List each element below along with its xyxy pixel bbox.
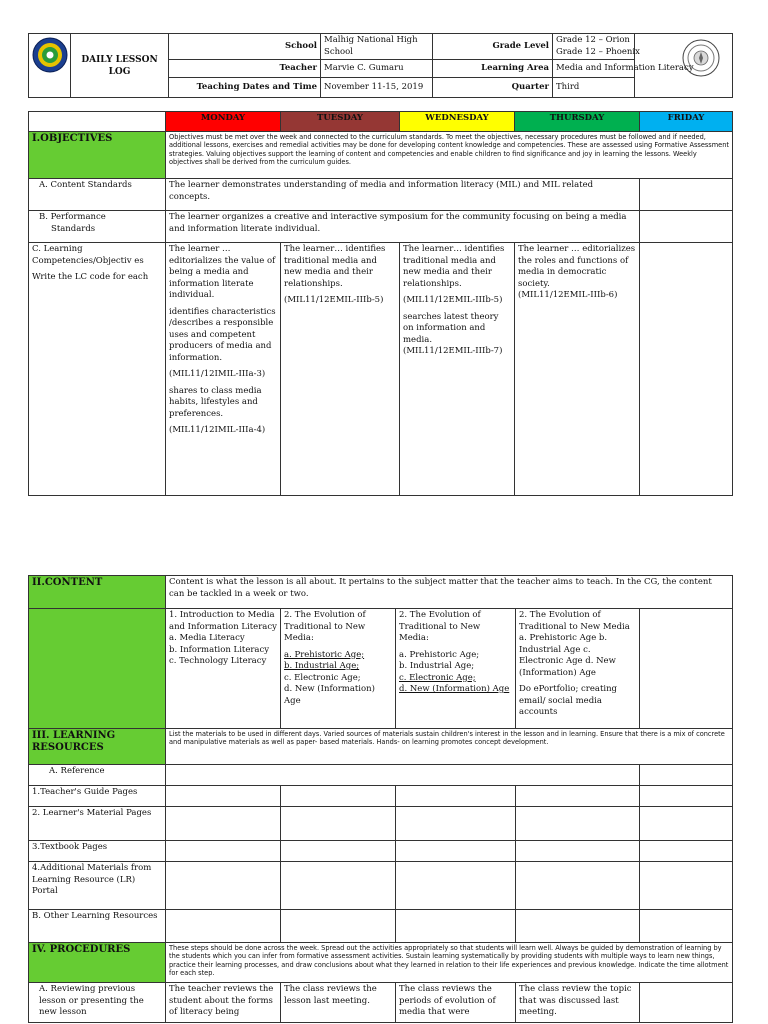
content-wednesday-1: 2. The Evolution of Traditional to New Media: [399, 610, 481, 643]
header-logo-cell [29, 34, 71, 98]
procedure-a-wednesday: The class reviews the periods of evolution of media that were [396, 983, 516, 1023]
lc-wednesday [400, 243, 515, 496]
lc-label-line-2: Write the LC code for each [32, 272, 149, 282]
procedure-a-tuesday: The class reviews the lesson last meeting. [281, 983, 396, 1023]
performance-standards-friday [640, 211, 733, 243]
header-table [28, 33, 733, 98]
teaching-dates-value: November 11-15, 2019 [321, 78, 433, 98]
lc-wednesday-3: searches latest theory on information and media. [403, 311, 499, 345]
learning-competencies-label [29, 243, 166, 496]
school-label: School [169, 34, 321, 60]
lc-monday [166, 243, 281, 496]
content-thursday-1: 2. The Evolution of Traditional to New Media a. Prehistoric Age b. Industrial Age c. Electronic Age d. New (Information) Age [519, 610, 630, 678]
content-standards-label: A. Content Standards [29, 179, 166, 211]
tb-mon [166, 841, 281, 862]
learning-area-value: Media and Information Literacy [553, 60, 635, 78]
teacher-value: Marvie C. Gumaru [321, 60, 433, 78]
reference-value [166, 765, 640, 786]
procedures-note: These steps should be done across the week. Spread out the activities appropriately so that students will learn well. Always be guided by demonstration of learning by the students which you can infer from formative assessment activities. Sustain learning systematically by providing students with multiple ways to learn new things, practice their learning processes, and draw conclusions about what they learned in relation to their life experiences and previous knowledge. Indicate the time allotment for each step. [166, 943, 733, 983]
grade-value-2: Grade 12 – Phoenix [556, 46, 640, 57]
lc-monday-4: shares to class media habits, lifestyles and preferences. [169, 385, 262, 419]
tg-thu [516, 786, 640, 807]
content-thursday-2: Do ePortfolio; creating email/ social media accounts [519, 684, 617, 717]
content-thursday [516, 609, 640, 729]
day-thursday: THURSDAY [515, 112, 640, 132]
performance-label-line-1: B. Performance [39, 212, 106, 222]
lr-mon [166, 862, 281, 910]
content-note: Content is what the lesson is all about. It pertains to the subject matter that the teacher aims to teach. In the CG, the content can be tackled in a week or two. [166, 576, 733, 609]
content-tuesday-c: c. Electronic Age; [284, 672, 361, 683]
learners-material-label: 2. Learner's Material Pages [29, 807, 166, 841]
ot-tue [281, 910, 396, 943]
content-wednesday-b: b. Industrial Age; [399, 661, 475, 671]
procedures-title: IV. PROCEDURES [29, 943, 166, 983]
content-tuesday-1: 2. The Evolution of Traditional to New Media: [284, 610, 366, 643]
ot-wed [396, 910, 516, 943]
content-green-cell [29, 609, 166, 729]
content-tuesday [281, 609, 396, 729]
procedure-a-friday [640, 983, 733, 1023]
content-resources-table [28, 575, 733, 1023]
lc-thursday-1: The learner … editorializes the roles and functions of media in democratic society. [518, 244, 636, 289]
day-monday: MONDAY [166, 112, 281, 132]
content-standards-friday [640, 179, 733, 211]
lc-label-line-1: C. Learning Competencies/Objectiv es [32, 244, 144, 266]
teaching-dates-label: Teaching Dates and Time [169, 78, 321, 98]
grade-value-1: Grade 12 – Orion [556, 35, 630, 45]
day-tuesday: TUESDAY [281, 112, 400, 132]
objectives-note: Objectives must be met over the week and connected to the curriculum standards. To meet the objectives, necessary procedures must be followed and if needed, additional lessons, exercises and remedial activities may be done for developing content knowledge and competencies. These are assessed using Formative Assessment strategies. Valuing objectives support the learning of content and competencies and enable children to find significance and joy in learning the lessons. Weekly objectives shall be derived from the curriculum guides. [166, 132, 733, 179]
performance-standards-label [29, 211, 166, 243]
content-tuesday-b: b. Industrial Age; [284, 661, 360, 671]
content-friday [640, 609, 733, 729]
content-wednesday-a: a. Prehistoric Age; [399, 649, 480, 660]
lr-thu [516, 862, 640, 910]
performance-standards-value: The learner organizes a creative and interactive symposium for the community focusing on being a media and information literate individual. [166, 211, 640, 243]
reference-friday [640, 765, 733, 786]
teacher-label: Teacher [169, 60, 321, 78]
textbook-pages-label: 3.Textbook Pages [29, 841, 166, 862]
tb-wed [396, 841, 516, 862]
lc-wednesday-4: (MIL11/12EMIL-IIIb-7) [403, 346, 503, 356]
grade-level-label: Grade Level [433, 34, 553, 60]
content-standards-value: The learner demonstrates understanding of media and information literacy (MIL) and MIL related concepts. [166, 179, 640, 211]
content-monday: 1. Introduction to Media and Information Literacy a. Media Literacy b. Information Literacy c. Technology Literacy [166, 609, 281, 729]
lr-tue [281, 862, 396, 910]
procedure-a-monday: The teacher reviews the student about the forms of literacy being [166, 983, 281, 1023]
lc-monday-2: identifies characteristics /describes a responsible uses and competent producers of media and information. [169, 306, 276, 363]
tb-thu [516, 841, 640, 862]
content-tuesday-d: d. New (Information) Age [284, 684, 375, 706]
lc-tuesday-2: (MIL11/12EMIL-IIIb-5) [284, 295, 384, 305]
lr-fri [640, 862, 733, 910]
reviewing-label: A. Reviewing previous lesson or presenting the new lesson [29, 983, 166, 1023]
lc-monday-3: (MIL11/12IMIL-IIIa-3) [169, 369, 266, 379]
other-resources-label: B. Other Learning Resources [29, 910, 166, 943]
tg-mon [166, 786, 281, 807]
resources-title: III. LEARNING RESOURCES [29, 729, 166, 765]
tg-tue [281, 786, 396, 807]
content-wednesday [396, 609, 516, 729]
lc-thursday [515, 243, 640, 496]
tb-tue [281, 841, 396, 862]
daily-lesson-log-title: DAILY LESSON LOG [71, 34, 169, 98]
ot-thu [516, 910, 640, 943]
lm-fri [640, 807, 733, 841]
ot-fri [640, 910, 733, 943]
lc-thursday-2: (MIL11/12EMIL-IIIb-6) [518, 290, 618, 300]
day-friday: FRIDAY [640, 112, 733, 132]
tg-wed [396, 786, 516, 807]
ot-mon [166, 910, 281, 943]
lc-monday-1: The learner … editorializes the value of being a media and information literate individual. [169, 244, 276, 300]
content-wednesday-d: d. New (Information) Age [399, 684, 510, 694]
teachers-guide-label: 1.Teacher's Guide Pages [29, 786, 166, 807]
reference-label: A. Reference [29, 765, 166, 786]
grade-level-value [553, 34, 640, 60]
lm-mon [166, 807, 281, 841]
objectives-table [28, 111, 733, 496]
performance-label-line-2: Standards [51, 223, 96, 234]
procedure-a-thursday: The class review the topic that was discussed last meeting. [516, 983, 640, 1023]
tb-fri [640, 841, 733, 862]
lc-monday-5: (MIL11/12IMIL-IIIa-4) [169, 425, 266, 435]
content-title: II.CONTENT [29, 576, 166, 609]
lc-wednesday-1: The learner… identifies traditional media and new media and their relationships. [403, 244, 505, 289]
lc-wednesday-2: (MIL11/12EMIL-IIIb-5) [403, 295, 503, 305]
school-value: Malhig National High School [321, 34, 433, 60]
learning-area-label: Learning Area [433, 60, 553, 78]
lm-thu [516, 807, 640, 841]
lc-tuesday [281, 243, 400, 496]
tg-fri [640, 786, 733, 807]
quarter-value: Third [553, 78, 635, 98]
lc-friday [640, 243, 733, 496]
objectives-title: I.OBJECTIVES [29, 132, 166, 179]
lr-wed [396, 862, 516, 910]
resources-note: List the materials to be used in different days. Varied sources of materials sustain children's interest in the lesson and in learning. Ensure that there is a mix of concrete and manipulative materials as well as paper- based materials. Hands- on learning promotes concept development. [166, 729, 733, 765]
lr-portal-label: 4.Additional Materials from Learning Resource (LR) Portal [29, 862, 166, 910]
day-wednesday: WEDNESDAY [400, 112, 515, 132]
quarter-label: Quarter [433, 78, 553, 98]
lm-wed [396, 807, 516, 841]
content-wednesday-c: c. Electronic Age; [399, 672, 476, 683]
lc-tuesday-1: The learner… identifies traditional media and new media and their relationships. [284, 244, 386, 289]
content-tuesday-a: a. Prehistoric Age; [284, 649, 365, 660]
lm-tue [281, 807, 396, 841]
days-corner-cell [29, 112, 166, 132]
